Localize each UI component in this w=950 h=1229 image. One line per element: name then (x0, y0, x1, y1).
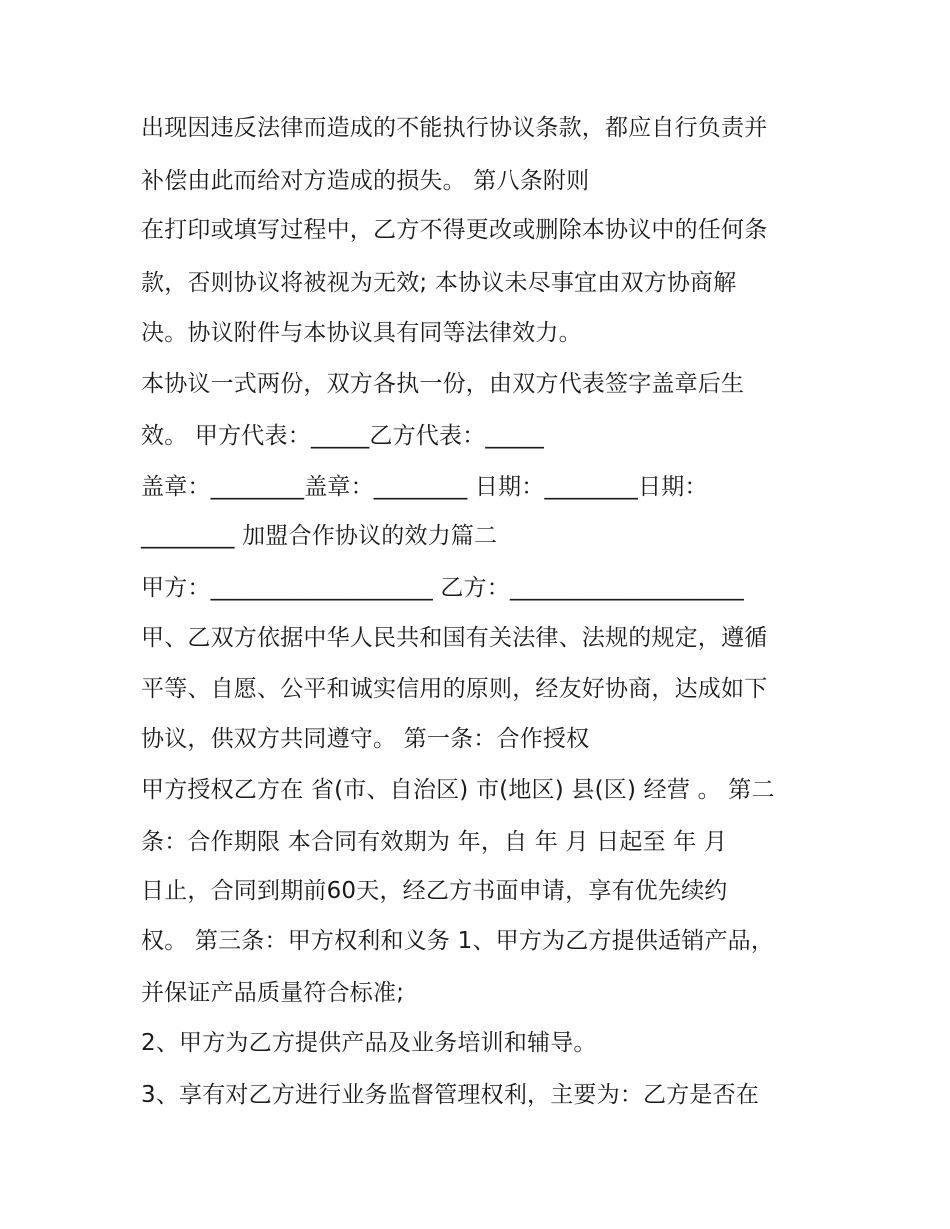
text-line: 决。协议附件与本协议具有同等法律效力。 (141, 320, 582, 346)
text-line: 甲、乙双方依据中华人民共和国有关法律、法规的规定，遵循 (141, 625, 768, 651)
text-line: 甲方授权乙方在 省(市、自治区) 市(地区) 县(区) 经营 。 第二 (141, 777, 775, 803)
text-line: 在打印或填写过程中，乙方不得更改或删除本协议中的任何条 (141, 217, 768, 243)
text-line: 盖章：________盖章：________ 日期：________日期： (141, 474, 708, 500)
text-line: 权。 第三条：甲方权利和义务 1、甲方为乙方提供适销产品， (141, 928, 775, 954)
text-line: 出现因违反法律而造成的不能执行协议条款，都应自行负责并 (141, 115, 768, 141)
text-line: 日止，合同到期前60天，经乙方书面申请，享有优先续约 (141, 878, 728, 904)
text-line: 协议，供双方共同遵守。 第一条：合作授权 (141, 726, 590, 752)
text-line: 本协议一式两份，双方各执一份，由双方代表签字盖章后生 (141, 371, 745, 397)
text-line: 甲方：___________________ 乙方：____________________ (141, 575, 745, 601)
text-line: 补偿由此而给对方造成的损失。 第八条附则 (141, 168, 590, 194)
text-line: 条：合作期限 本合同有效期为 年，自 年 月 日起至 年 月 (141, 829, 728, 855)
text-line: 平等、自愿、公平和诚实信用的原则，经友好协商，达成如下 (141, 676, 768, 702)
text-line: 款，否则协议将被视为无效; 本协议未尽事宜由双方协商解 (141, 270, 737, 296)
text-line: 并保证产品质量符合标准; (141, 980, 405, 1006)
text-line: 2、甲方为乙方提供产品及业务培训和辅导。 (141, 1030, 597, 1056)
text-line: ________ 加盟合作协议的效力篇二 (141, 523, 498, 549)
text-line: 效。 甲方代表：_____乙方代表：_____ (141, 423, 544, 449)
text-line: 3、享有对乙方进行业务监督管理权利，主要为：乙方是否在 (141, 1082, 760, 1108)
